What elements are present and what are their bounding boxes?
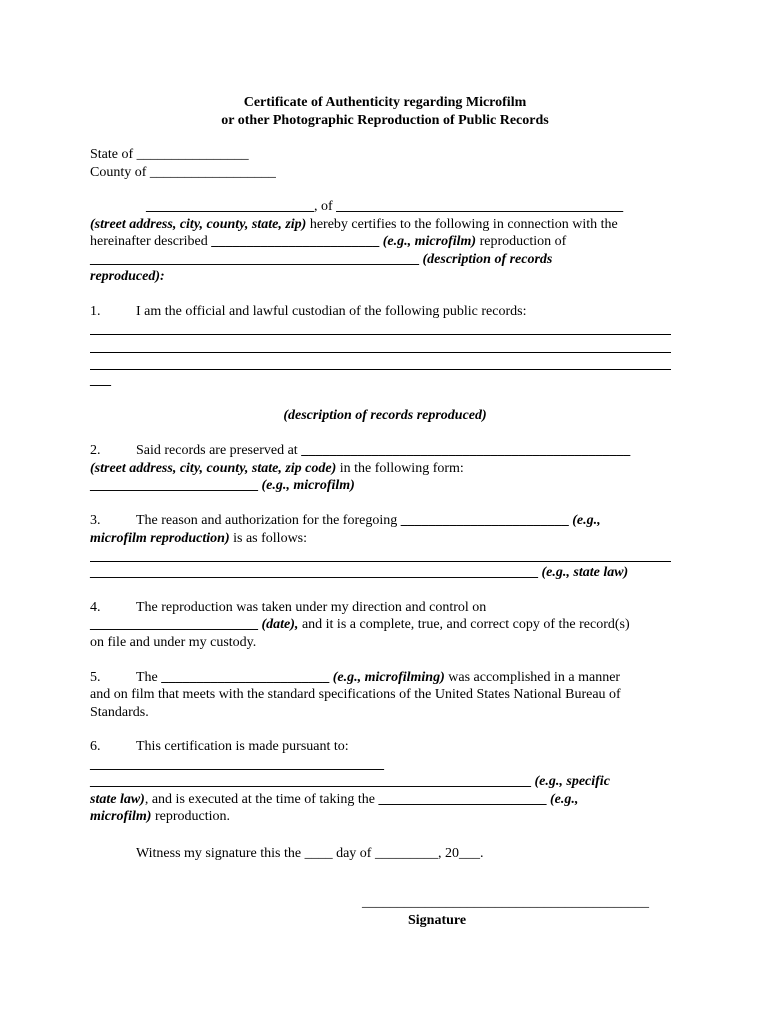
certifies-text: hereby certifies to the following in connection with the [306,217,618,232]
item-6-text: This certification is made pursuant to: [136,739,349,754]
intro-line4 [90,251,552,268]
item-3-line1 [90,512,601,529]
item-6-blank-b: _______________________________________________________________ [90,774,531,789]
authorization-blank-line-1 [90,561,671,562]
preserved-location-blank: _______________________________________________ [301,443,631,458]
item-6-line5 [90,808,230,825]
item-6-line4 [90,791,578,808]
signature-line: _________________________________________ [362,895,649,910]
item-2-line2 [90,460,464,477]
item-4-date-blank: ________________________ [90,617,258,632]
reproduction-text: reproduction. [151,809,230,824]
document-title-line2: or other Photographic Reproduction of Public Records [221,113,549,128]
item-5-line1 [90,669,620,686]
item-3-line4 [90,564,628,581]
item-2-text: Said records are preserved at [136,443,302,458]
of-text: , of [314,199,337,214]
records-description-blank: _______________________________________________ [90,252,419,267]
intro-line3 [90,233,566,250]
item-2-eg-hint: (e.g., microfilm) [258,478,355,493]
microfilm-hint: microfilm) [90,809,152,824]
item-6-blank-c: ________________________ [378,792,547,807]
item-5-blank: ________________________ [161,670,330,685]
item-4-number: 4. [90,600,101,615]
item-5-rest: was accomplished in a manner [444,670,621,685]
item-4-line1 [90,599,486,616]
item-2-number: 2. [90,443,101,458]
item-3-text: The reason and authorization for the foregoing [136,513,401,528]
reproduction-type-blank: ________________________ [211,234,380,249]
signature-label: Signature [408,913,467,928]
certifier-address-blank: _________________________________________ [336,199,624,214]
item-2-address-hint: (street address, city, county, state, zip code) [90,461,337,476]
item-3-line2 [90,530,307,547]
item-5-the: The [136,670,162,685]
item-1 [90,303,526,320]
date-hint: (date), [258,617,299,632]
description-of-records-hint: (description of records [419,252,553,267]
microfilming-hint: (e.g., microfilming) [329,670,445,685]
item-2-line3 [90,477,355,494]
authorization-blank-line-2: ________________________________________________________________ [90,565,538,580]
state-of-field: State of ________________ [90,147,249,162]
item-3-number: 3. [90,513,101,528]
item-6-eg-hint: (e.g., [546,792,579,807]
specific-hint: (e.g., specific [531,774,610,789]
item-5-number: 5. [90,670,101,685]
state-law-hint-2: state law) [90,792,145,807]
item-3-follows-text: is as follows: [229,531,308,546]
executed-text: , and is executed at the time of taking the [144,792,379,807]
reproduced-hint: reproduced): [90,269,165,284]
item-4-rest: and it is a complete, true, and correct copy of the record(s) [298,617,630,632]
intro-line2 [90,216,618,233]
item-6-number: 6. [90,739,101,754]
item-4-text: The reproduction was taken under my direction and control on [136,600,487,615]
certifier-name-blank: ________________________ [146,199,314,214]
address-hint: (street address, city, county, state, zip) [90,217,307,232]
item-5-line3: Standards. [90,705,149,720]
item-6-line3 [90,773,610,790]
hereinafter-text: hereinafter described [90,234,212,249]
item-5-line2: and on film that meets with the standard specifications of the United States National Bureau of [90,687,621,702]
item-1-number: 1. [90,304,101,319]
document-title-line1: Certificate of Authenticity regarding Microfilm [243,95,527,110]
item-3-eg-hint: (e.g., [568,513,601,528]
reproduction-of-text: reproduction of [476,234,567,249]
records-blank-line-4: ___ [90,373,111,388]
item-6-line1 [90,738,349,755]
item-2-form-text: in the following form: [336,461,464,476]
eg-microfilm-hint: (e.g., microfilm) [379,234,477,249]
item-4-line3: on file and under my custody. [90,635,257,650]
records-blank-line-3 [90,369,671,370]
intro-line1 [146,198,623,215]
witness-statement: Witness my signature this the ____ day of _________, 20___. [136,846,484,861]
records-blank-line-1 [90,334,671,335]
item-2-line1 [90,442,630,459]
item-6-blank-a: __________________________________________ [90,757,384,772]
records-caption: (description of records reproduced) [283,408,487,423]
item-4-line2 [90,616,630,633]
item-3-eg-hint-cont: microfilm reproduction) [90,531,230,546]
item-3-blank: ________________________ [400,513,569,528]
item-1-text: I am the official and lawful custodian of the following public records: [136,304,527,319]
county-of-field: County of __________________ [90,165,276,180]
state-law-hint: (e.g., state law) [538,565,629,580]
item-2-form-blank: ________________________ [90,478,258,493]
records-blank-line-2 [90,352,671,353]
